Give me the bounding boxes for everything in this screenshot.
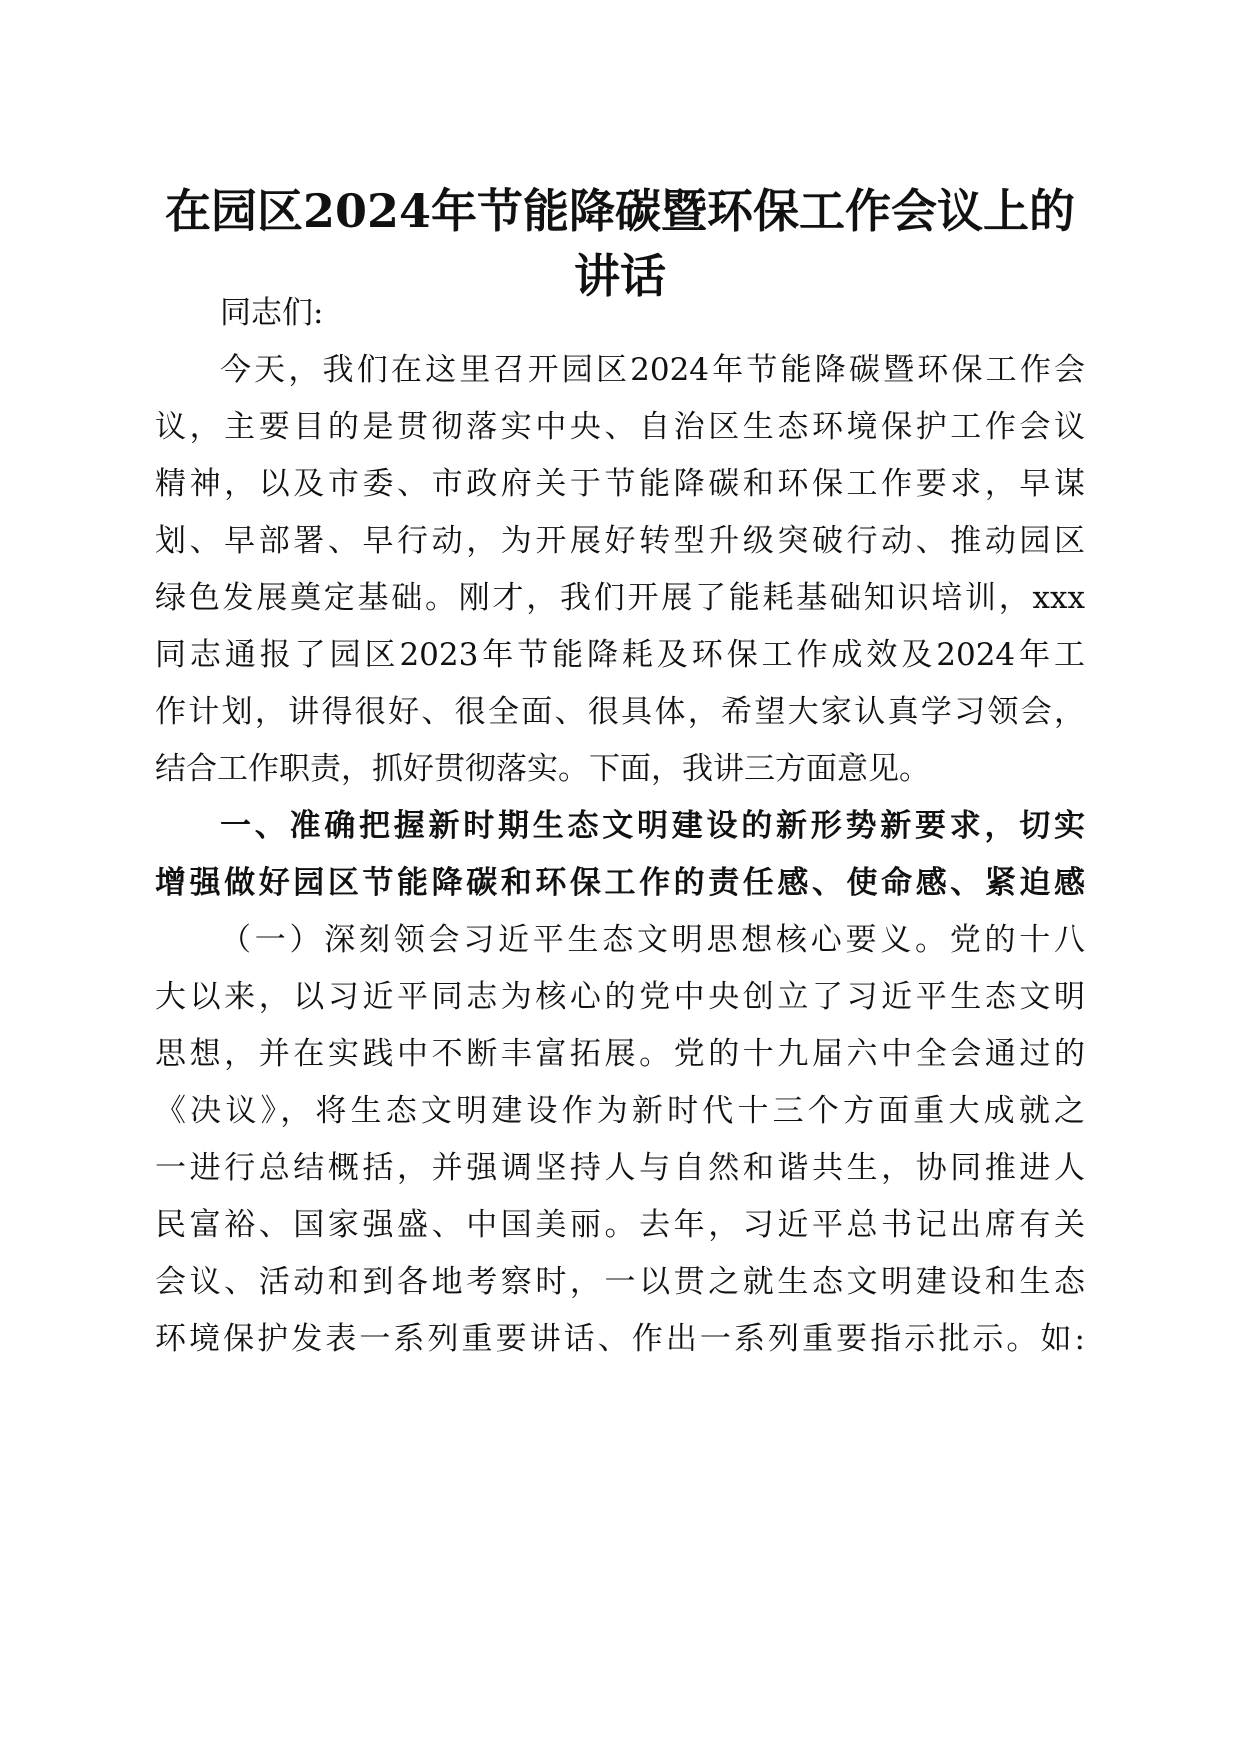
subsection-line-8: 环境保护发表一系列重要讲话、作出一系列重要指示批示。如:: [155, 1321, 1085, 1357]
intro-line-5: 绿色发展奠定基础。刚才，我们开展了能耗基础知识培训，xxx: [155, 580, 1085, 616]
intro-line-3: 精神，以及市委、市政府关于节能降碳和环保工作要求，早谋: [155, 466, 1085, 502]
intro-line-8: 结合工作职责，抓好贯彻落实。下面，我讲三方面意见。: [155, 751, 930, 787]
intro-line-1: 今天，我们在这里召开园区2024年节能降碳暨环保工作会: [220, 352, 1085, 388]
subsection-line-5: 一进行总结概括，并强调坚持人与自然和谐共生，协同推进人: [155, 1150, 1085, 1186]
document-title-line-2: 讲话: [574, 249, 666, 303]
section-heading-line-1: 一、准确把握新时期生态文明建设的新形势新要求，切实: [220, 808, 1085, 844]
subsection-line-2: 大以来，以习近平同志为核心的党中央创立了习近平生态文明: [155, 979, 1085, 1015]
document-title-line-1: 在园区2024年节能降碳暨环保工作会议上的: [164, 184, 1076, 238]
subsection-line-7: 会议、活动和到各地考察时，一以贯之就生态文明建设和生态: [155, 1264, 1085, 1300]
intro-line-2: 议，主要目的是贯彻落实中央、自治区生态环境保护工作会议: [155, 409, 1085, 445]
intro-line-4: 划、早部署、早行动，为开展好转型升级突破行动、推动园区: [155, 523, 1085, 559]
subsection-line-1: （一）深刻领会习近平生态文明思想核心要义。党的十八: [220, 922, 1085, 958]
intro-line-7: 作计划，讲得很好、很全面、很具体，希望大家认真学习领会，: [155, 694, 1085, 730]
section-heading-line-2: 增强做好园区节能降碳和环保工作的责任感、使命感、紧迫感: [155, 865, 1085, 901]
intro-line-6: 同志通报了园区2023年节能降耗及环保工作成效及2024年工: [155, 637, 1085, 673]
salutation: 同志们:: [220, 295, 324, 331]
subsection-line-6: 民富裕、国家强盛、中国美丽。去年，习近平总书记出席有关: [155, 1207, 1085, 1243]
subsection-line-4: 《决议》，将生态文明建设作为新时代十三个方面重大成就之: [155, 1093, 1085, 1129]
subsection-line-3: 思想，并在实践中不断丰富拓展。党的十九届六中全会通过的: [155, 1036, 1085, 1072]
